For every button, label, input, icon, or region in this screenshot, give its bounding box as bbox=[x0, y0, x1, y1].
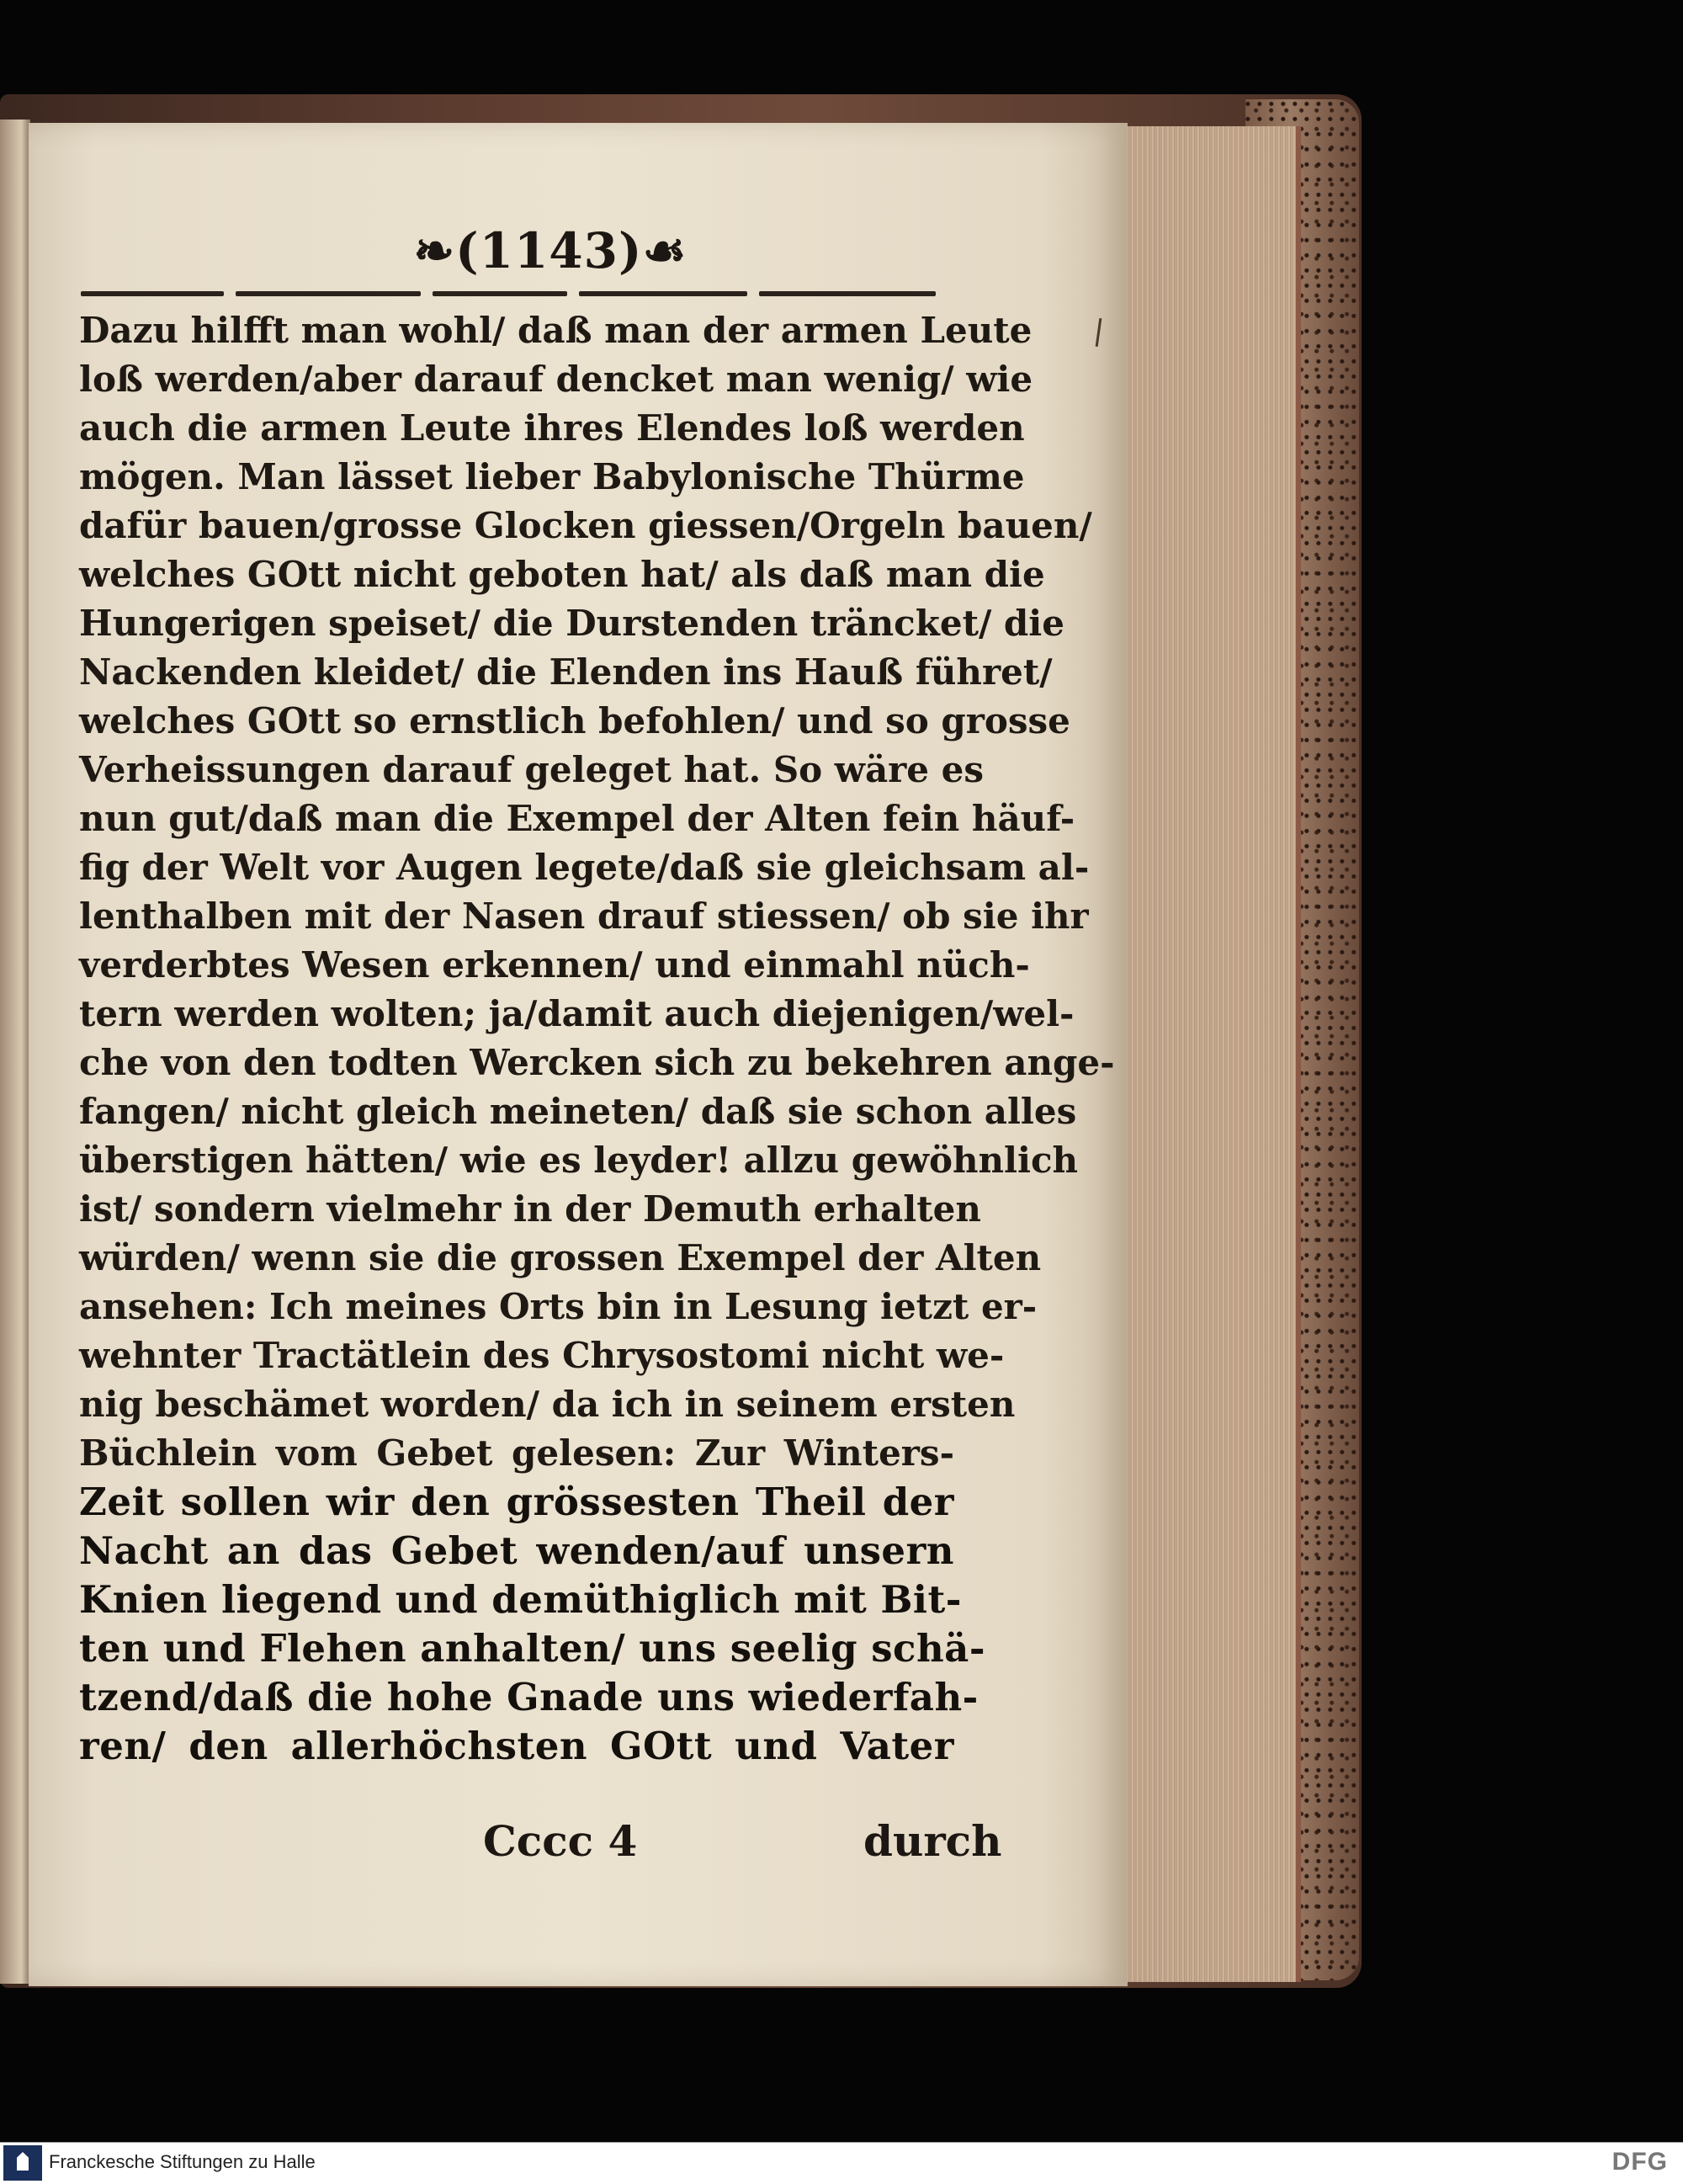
page-number: (1143) bbox=[455, 222, 643, 279]
text-line: Büchlein vom Gebet gelesen: Zur Winters- bbox=[79, 1432, 954, 1474]
body-text bbox=[79, 306, 1115, 1771]
previous-page-edge bbox=[0, 120, 30, 1984]
text-line: mögen. Man lässet lieber Babylonische Thürme bbox=[79, 456, 1025, 497]
text-line: nun gut/daß man die Exempel der Alten fein häuf- bbox=[79, 798, 1075, 839]
text-line-quote: Knien liegend und demüthiglich mit Bit- bbox=[79, 1577, 962, 1622]
text-line: fangen/ nicht gleich meineten/ daß sie schon alles bbox=[79, 1091, 1077, 1132]
text-line-quote: Nacht an das Gebet wenden/auf unsern bbox=[79, 1528, 954, 1573]
text-line-quote: tzend/daß die hohe Gnade uns wiederfah- bbox=[79, 1675, 979, 1719]
margin-mark bbox=[1096, 318, 1102, 347]
text-line: Dazu hilfft man wohl/ daß man der armen Leute bbox=[79, 310, 1033, 351]
institution-name: Franckesche Stiftungen zu Halle bbox=[49, 2151, 316, 2172]
text-line: auch die armen Leute ihres Elendes loß werden bbox=[79, 407, 1025, 449]
text-line: fig der Welt vor Augen legete/daß sie gleichsam al- bbox=[79, 847, 1090, 888]
text-line: würden/ wenn sie die grossen Exempel der Alten bbox=[79, 1237, 1042, 1278]
book-page bbox=[29, 123, 1128, 1986]
text-line: welches GOtt nicht geboten hat/ als daß man die bbox=[79, 554, 1045, 595]
text-line: Hungerigen speiset/ die Durstenden träncket/ die bbox=[79, 603, 1064, 644]
text-line: Nackenden kleidet/ die Elenden ins Hauß führet/ bbox=[79, 651, 1053, 693]
text-line: ansehen: Ich meines Orts bin in Lesung ietzt er- bbox=[79, 1286, 1038, 1327]
page-header bbox=[382, 222, 719, 279]
text-line-quote: Zeit sollen wir den grössesten Theil der bbox=[79, 1480, 954, 1524]
catchword: durch bbox=[863, 1816, 1002, 1866]
header-rule bbox=[81, 291, 948, 300]
header-ornament-right-icon: ☙ bbox=[642, 222, 688, 279]
page-edges bbox=[1119, 126, 1301, 1982]
text-line: loß werden/aber darauf dencket man wenig/ wie bbox=[79, 359, 1033, 400]
text-line: che von den todten Wercken sich zu bekehren ange- bbox=[79, 1042, 1115, 1083]
text-line: dafür bauen/grosse Glocken giessen/Orgeln bauen/ bbox=[79, 505, 1092, 546]
institution-logo-icon[interactable] bbox=[3, 2145, 42, 2181]
text-line: verderbtes Wesen erkennen/ und einmahl nüch- bbox=[79, 944, 1030, 986]
signature-mark: Cccc 4 bbox=[483, 1816, 638, 1866]
text-line: nig beschämet worden/ da ich in seinem ersten bbox=[79, 1384, 1016, 1425]
text-line: lenthalben mit der Nasen drauf stiessen/ ob sie ihr bbox=[79, 895, 1089, 937]
text-line: tern werden wolten; ja/damit auch diejenigen/wel- bbox=[79, 993, 1075, 1034]
text-line: überstigen hätten/ wie es leyder! allzu gewöhnlich bbox=[79, 1140, 1079, 1181]
text-line-quote: ten und Flehen anhalten/ uns seelig schä- bbox=[79, 1626, 985, 1671]
header-ornament-left-icon: ❧ bbox=[413, 222, 456, 279]
viewer-footer-bar bbox=[0, 2142, 1683, 2184]
dfg-logo[interactable]: DFG bbox=[1611, 2148, 1668, 2176]
text-line: ist/ sondern vielmehr in der Demuth erhalten bbox=[79, 1188, 981, 1230]
text-line-quote: ren/ den allerhöchsten GOtt und Vater bbox=[79, 1724, 954, 1768]
text-line: Verheissungen darauf geleget hat. So wäre es bbox=[79, 749, 984, 790]
text-line: welches GOtt so ernstlich befohlen/ und so grosse bbox=[79, 700, 1070, 741]
page-footer bbox=[483, 1816, 1002, 1875]
text-line: wehnter Tractätlein des Chrysostomi nicht we- bbox=[79, 1335, 1005, 1376]
